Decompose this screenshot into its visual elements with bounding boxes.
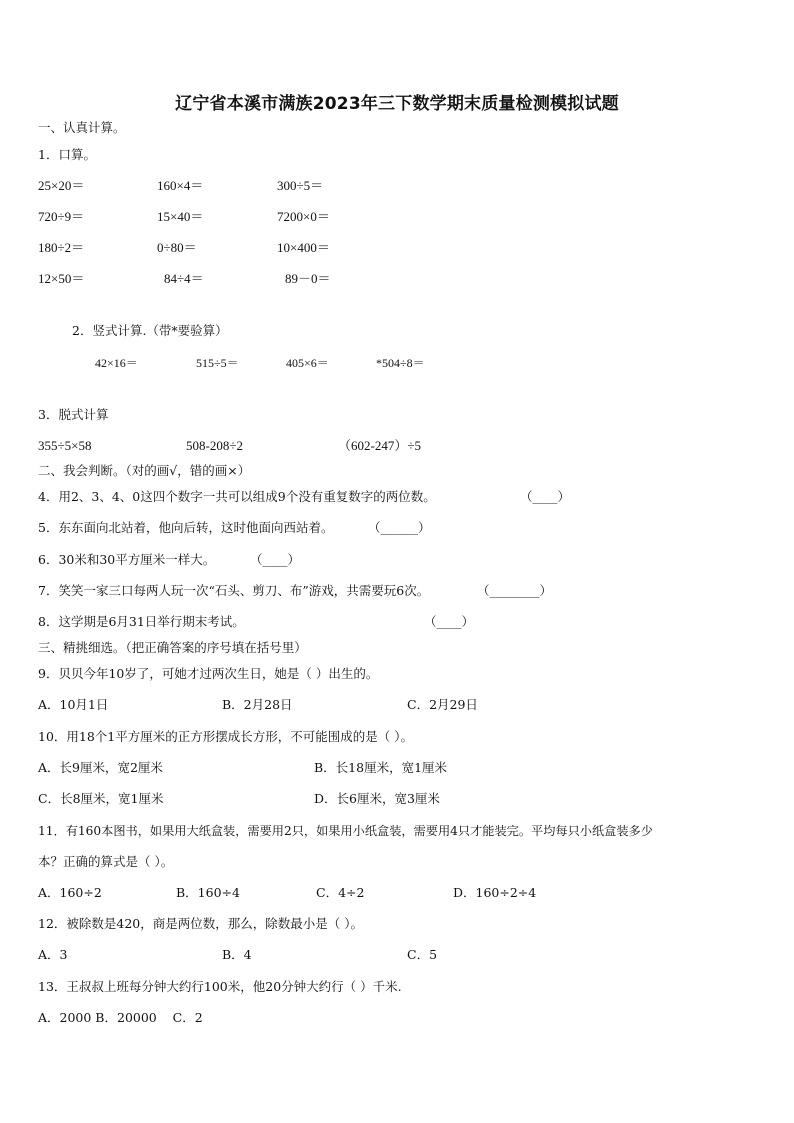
judge-item: 7．笑笑一家三口每两人玩一次“石头、剪刀、布”游戏，共需要玩6次。: [38, 583, 430, 598]
judge-item: 5．东东面向北站着，他向后转，这时他面向西站着。: [38, 520, 334, 535]
option[interactable]: A．长9厘米，宽2厘米: [38, 760, 163, 775]
q1-label: 1．口算。: [38, 147, 96, 162]
q9-stem: 9．贝贝今年10岁了，可她才过两次生日，她是（ ）出生的。: [38, 666, 379, 681]
section-3-heading: 三、精挑细选。（把正确答案的序号填在括号里）: [38, 640, 307, 655]
oral-calc-item: 89－0＝: [285, 271, 331, 286]
oral-calc-item: 160×4＝: [157, 178, 204, 193]
option[interactable]: A．160÷2: [38, 885, 102, 900]
section-2-heading: 二、我会判断。（对的画√，错的画×）: [38, 463, 251, 478]
answer-blank[interactable]: （____）: [424, 614, 475, 629]
q13-stem: 13．王叔叔上班每分钟大约行100米，他20分钟大约行（ ）千米.: [38, 979, 402, 994]
option[interactable]: C．5: [407, 947, 438, 962]
oral-calc-item: 12×50＝: [38, 271, 85, 286]
option[interactable]: D．长6厘米，宽3厘米: [314, 791, 440, 806]
q11-stem: 11．有160本图书，如果用大纸盒装，需要用2只，如果用小纸盒装，需要用4只才能装完。平均每只小纸盒装多少: [38, 824, 653, 838]
vertical-calc-item: *504÷8＝: [376, 356, 425, 370]
q11-stem-cont: 本？正确的算式是（ ）。: [38, 854, 174, 869]
option[interactable]: A．3: [38, 947, 68, 962]
oral-calc-item: 7200×0＝: [277, 209, 330, 224]
option[interactable]: B．160÷4: [176, 885, 240, 900]
oral-calc-item: 15×40＝: [157, 209, 204, 224]
option[interactable]: C．4÷2: [316, 885, 365, 900]
q12-stem: 12．被除数是420，商是两位数，那么，除数最小是（ ）。: [38, 916, 363, 931]
option[interactable]: D．160÷2÷4: [453, 885, 537, 900]
option[interactable]: C．长8厘米，宽1厘米: [38, 791, 164, 806]
vertical-calc-item: 515÷5＝: [196, 356, 239, 370]
page-title: 辽宁省本溪市满族2023年三下数学期末质量检测模拟试题: [175, 94, 619, 114]
option[interactable]: B．长18厘米，宽1厘米: [314, 760, 448, 775]
oral-calc-item: 0÷80＝: [157, 240, 197, 255]
q13-options[interactable]: A．2000 B．20000 C．2: [38, 1010, 203, 1025]
oral-calc-item: 84÷4＝: [164, 271, 204, 286]
step-calc-item: 355÷5×58: [38, 438, 92, 453]
section-1-heading: 一、认真计算。: [38, 120, 126, 135]
judge-item: 6．30米和30平方厘米一样大。: [38, 552, 216, 567]
option[interactable]: B．4: [222, 947, 252, 962]
step-calc-item: 508-208÷2: [186, 438, 243, 453]
step-calc-item: （602-247）÷5: [338, 438, 421, 453]
oral-calc-item: 10×400＝: [277, 240, 330, 255]
oral-calc-item: 180÷2＝: [38, 240, 85, 255]
answer-blank[interactable]: （____）: [520, 489, 571, 504]
q10-stem: 10．用18个1平方厘米的正方形摆成长方形，不可能围成的是（ ）。: [38, 729, 413, 744]
oral-calc-item: 720÷9＝: [38, 209, 85, 224]
vertical-calc-item: 405×6＝: [286, 356, 329, 370]
option[interactable]: A．10月1日: [38, 697, 109, 712]
option[interactable]: C．2月29日: [407, 697, 478, 712]
answer-blank[interactable]: （______）: [368, 520, 431, 535]
oral-calc-item: 300÷5＝: [277, 178, 324, 193]
vertical-calc-item: 42×16＝: [95, 356, 138, 370]
option[interactable]: B．2月28日: [222, 697, 293, 712]
judge-item: 8．这学期是6月31日举行期末考试。: [38, 614, 245, 629]
q2-label: 2．竖式计算.（带*要验算）: [72, 323, 228, 338]
answer-blank[interactable]: （____）: [250, 552, 301, 567]
judge-item: 4．用2、3、4、0这四个数字一共可以组成9个没有重复数字的两位数。: [38, 489, 436, 504]
answer-blank[interactable]: （________）: [477, 583, 553, 598]
q3-label: 3．脱式计算: [38, 407, 109, 422]
oral-calc-item: 25×20＝: [38, 178, 85, 193]
